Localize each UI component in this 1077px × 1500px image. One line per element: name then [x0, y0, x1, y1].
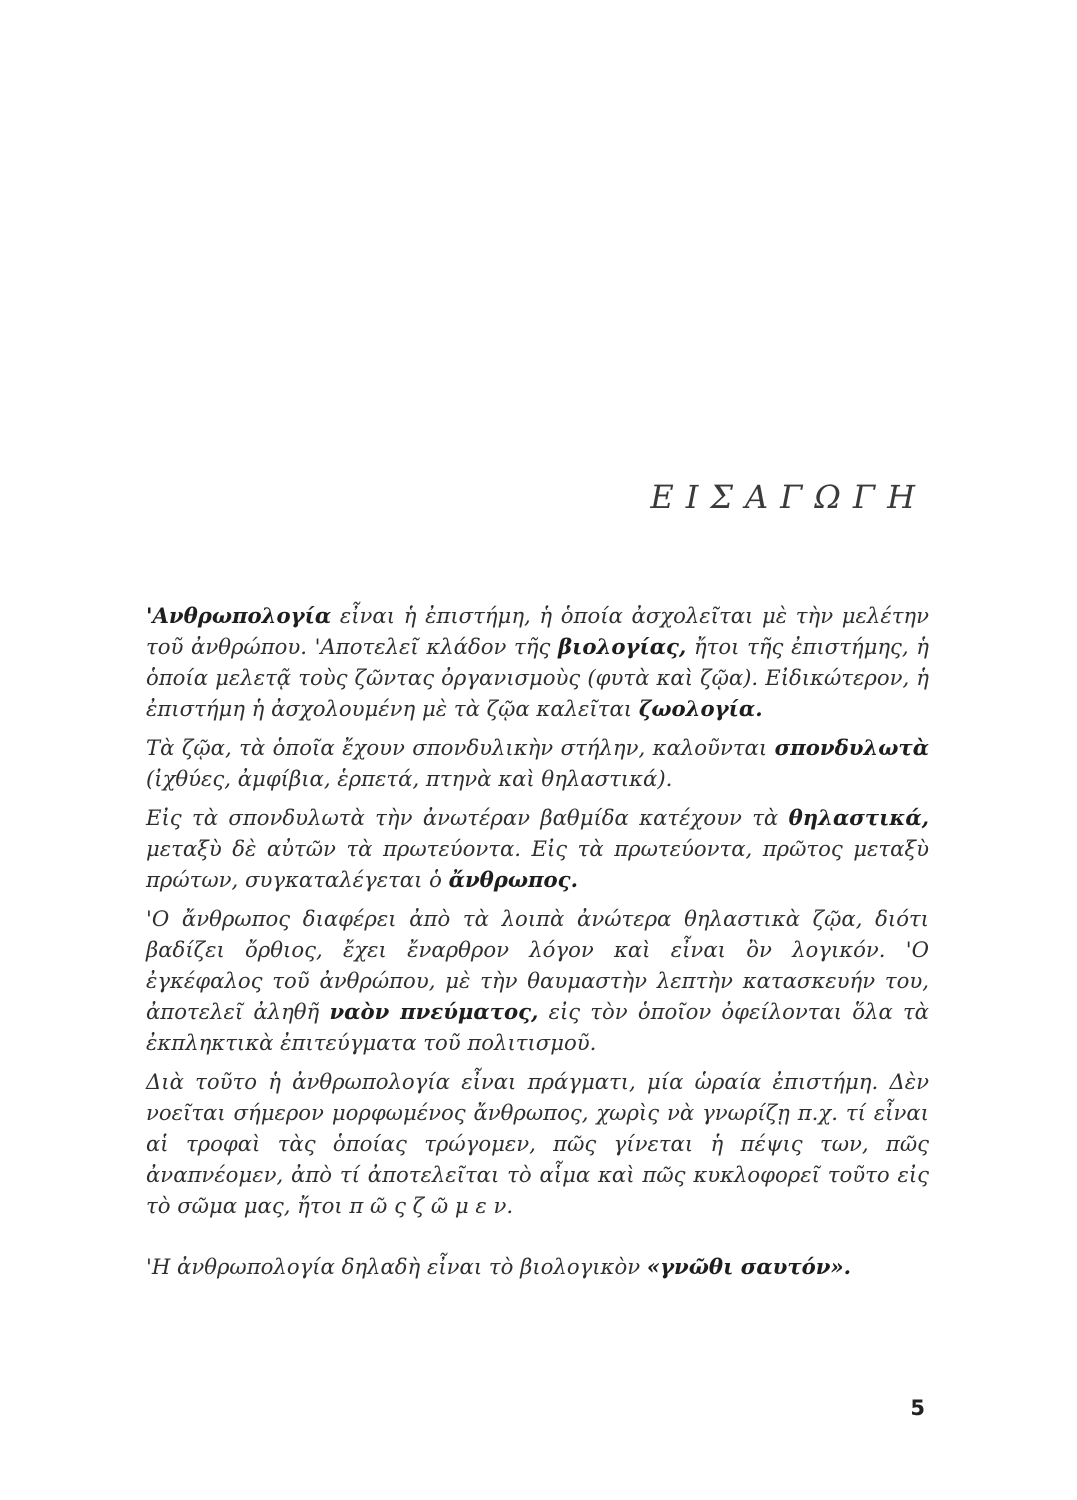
text-run: 'Ο ἄνθρωπος διαφέρει ἀπὸ τὰ λοιπὰ ἀνώτερα θηλαστικὰ ζῷα, διότι βαδίζει ὄρθιος, ἔχει ἔναρθρον λόγον καὶ εἶναι ὂν λογικόν. 'Ο ἐγκέφαλος τοῦ ἀνθρώπου, μὲ τὴν θαυμαστὴν λεπτὴν κατασκευήν του, ἀποτελεῖ ἀληθῆ: [146, 906, 929, 1024]
text-run: ἤτοι τῆς ἐπιστήμης, ἡ ὁποία μελετᾷ τοὺς ζῶντας ὀργανισμοὺς (φυτὰ καὶ ζῷα). Εἰδικώτερον, ἡ ἐπιστήμη ἡ ἀσχολουμένη μὲ τὰ ζῷα καλεῖται: [146, 634, 929, 721]
text-run: εἰς τὸν ὁποῖον ὀφείλονται ὅλα τὰ ἐκπληκτικὰ ἐπιτεύγματα τοῦ πολιτισμοῦ.: [146, 999, 929, 1055]
paragraph: [146, 600, 929, 724]
chapter-title: ΕΙΣΑΓΩΓΗ: [650, 478, 927, 516]
bold-term: σπονδυλωτὰ: [774, 735, 929, 760]
bold-term: θηλαστικά,: [788, 805, 929, 830]
body-text: [146, 600, 929, 1290]
bold-term: «γνῶθι σαυτόν».: [646, 1254, 852, 1279]
bold-term: ζωολογία.: [638, 696, 763, 721]
text-run: 'Η ἀνθρωπολογία δηλαδὴ εἶναι τὸ βιολογικὸν: [146, 1254, 647, 1279]
page-number: 5: [910, 1396, 925, 1420]
text-run: Διὰ τοῦτο ἡ ἀνθρωπολογία εἶναι πράγματι, μία ὡραία ἐπιστήμη. Δὲν νοεῖται σήμερον μορφωμένος ἄνθρωπος, χωρὶς νὰ γνωρίζῃ π.χ. τί εἶναι αἱ τροφαὶ τὰς ὁποίας τρώγομεν, πῶς γίνεται ἡ πέψις των, πῶς ἀναπνέομεν, ἀπὸ τί ἀποτελεῖται τὸ αἷμα καὶ πῶς κυκλοφορεῖ τοῦτο εἰς τὸ σῶμα μας, ἤτοι π ῶ ς ζ ῶ μ ε ν.: [146, 1069, 929, 1218]
paragraph: [146, 1251, 929, 1282]
text-run: (ἰχθύες, ἀμφίβια, ἑρπετά, πτηνὰ καὶ θηλαστικά).: [146, 766, 673, 791]
text-run: μεταξὺ δὲ αὐτῶν τὰ πρωτεύοντα. Εἰς τὰ πρωτεύοντα, πρῶτος μεταξὺ πρώτων, συγκαταλέγεται ὁ: [146, 836, 929, 892]
bold-term: βιολογίας,: [558, 634, 687, 659]
paragraph: [146, 802, 929, 895]
bold-term: ἄνθρωπος.: [448, 867, 578, 892]
paragraph: [146, 732, 929, 794]
text-run: εἶναι ἡ ἐπιστήμη, ἡ ὁποία ἀσχολεῖται μὲ τὴν μελέτην τοῦ ἀνθρώπου. 'Αποτελεῖ κλάδον τῆς: [146, 603, 929, 659]
bold-term: 'Ανθρωπολογία: [146, 603, 332, 628]
paragraph: [146, 1066, 929, 1221]
paragraph: [146, 903, 929, 1058]
text-run: Τὰ ζῷα, τὰ ὁποῖα ἔχουν σπονδυλικὴν στήλην, καλοῦνται: [146, 735, 775, 760]
bold-term: ναὸν πνεύματος,: [329, 999, 539, 1024]
text-run: Εἰς τὰ σπονδυλωτὰ τὴν ἀνωτέραν βαθμίδα κατέχουν τὰ: [146, 805, 789, 830]
